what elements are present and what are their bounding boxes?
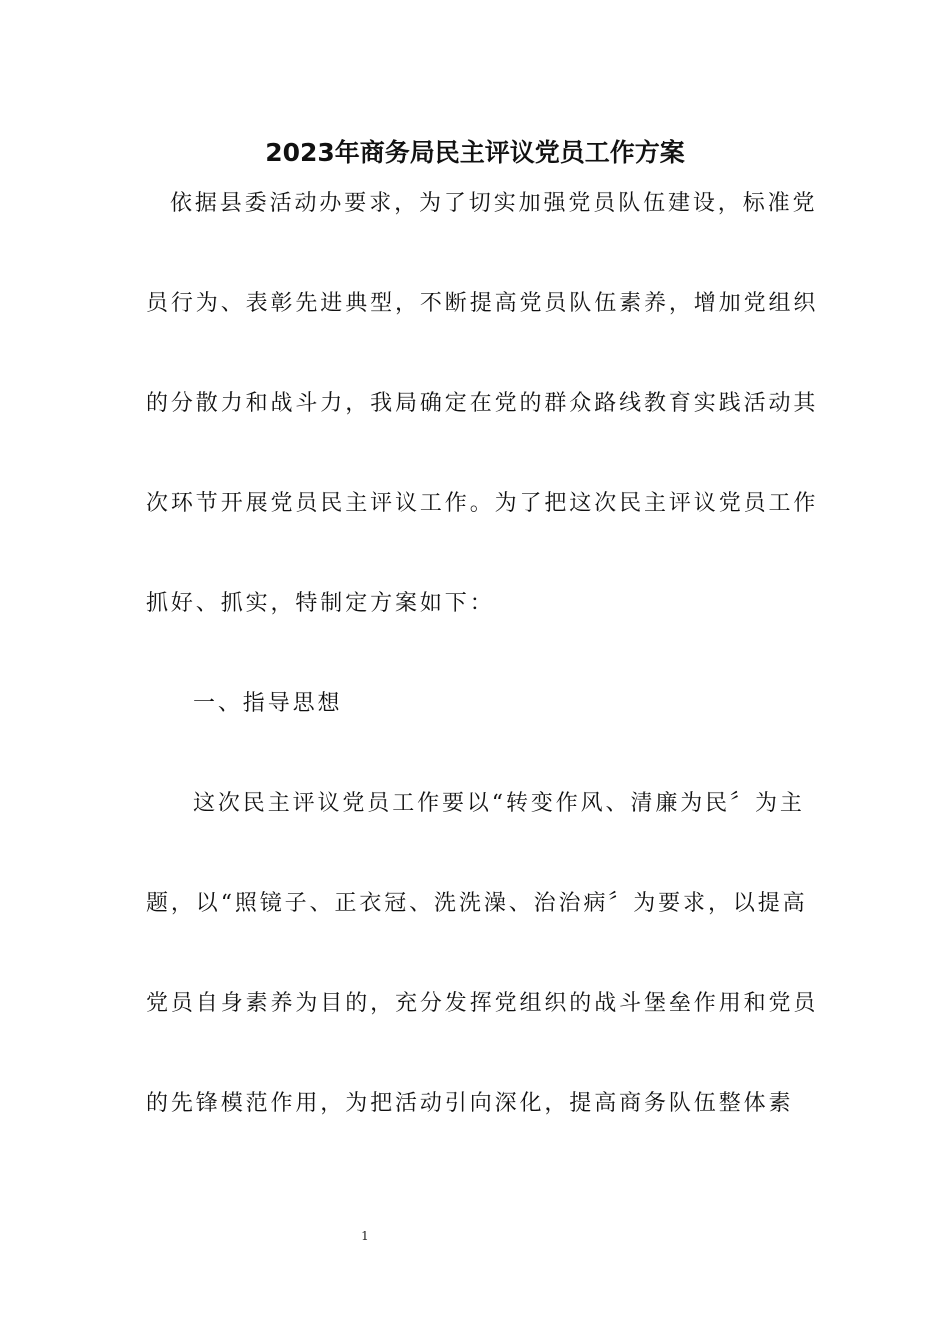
section1-line-3: 党员自身素养为目的，充分发挥党组织的战斗堡垒作用和党员 [146, 991, 819, 1016]
intro-line-3: 的分散力和战斗力，我局确定在党的群众路线教育实践活动其 [146, 391, 819, 416]
intro-line-4: 次环节开展党员民主评议工作。为了把这次民主评议党员工作 [146, 491, 819, 516]
section-heading-guiding-ideology: 一、指导思想 [193, 691, 343, 716]
page-number: 1 [361, 1229, 369, 1243]
intro-line-2: 员行为、表彰先进典型，不断提高党员队伍素养，增加党组织 [146, 291, 819, 316]
section1-line-1: 这次民主评议党员工作要以“转变作风、清廉为民〞为主 [193, 791, 805, 816]
intro-line-5: 抓好、抓实，特制定方案如下： [146, 591, 495, 616]
section1-line-2: 题，以“照镜子、正衣冠、洗洗澡、治治病〞为要求，以提高 [146, 891, 808, 916]
section1-line-4: 的先锋模范作用，为把活动引向深化，提高商务队伍整体素 [146, 1091, 794, 1116]
document-title: 2023年商务局民主评议党员工作方案 [265, 138, 685, 167]
intro-line-1: 依据县委活动办要求，为了切实加强党员队伍建设，标准党 [170, 191, 818, 216]
